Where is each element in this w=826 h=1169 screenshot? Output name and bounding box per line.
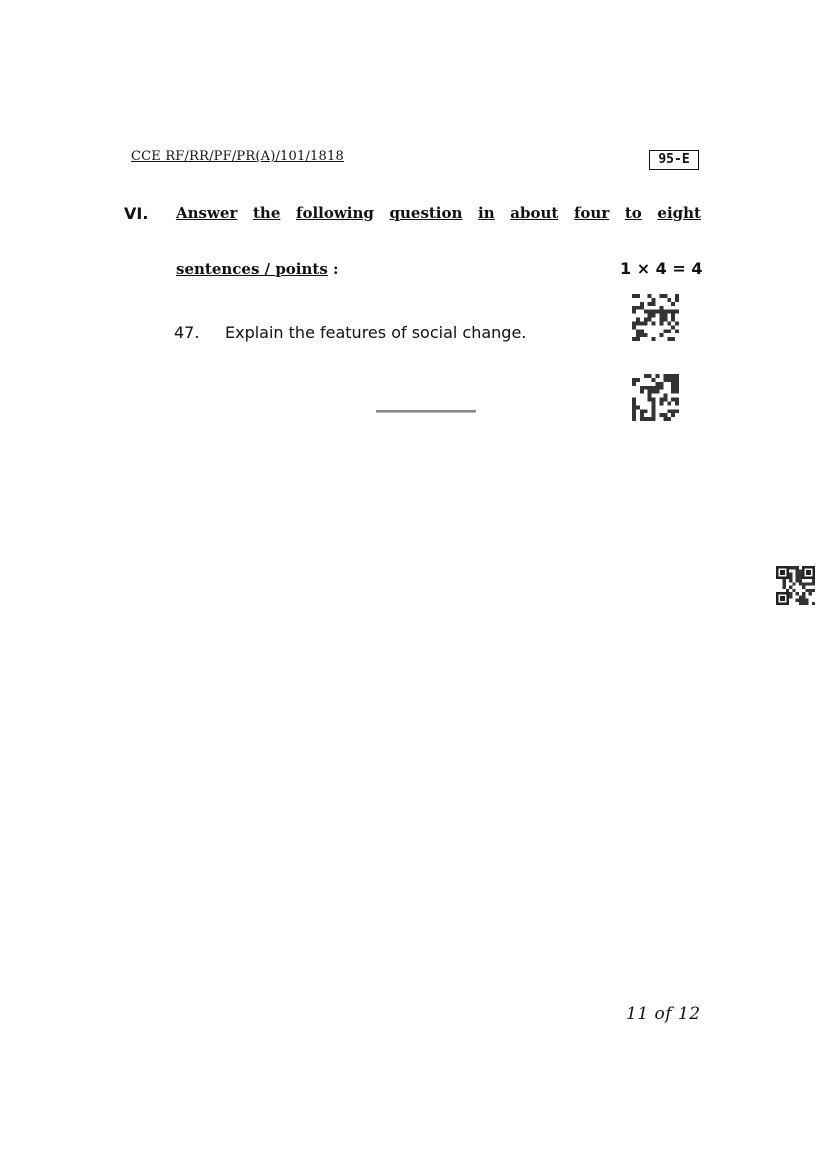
instruction-word: about (510, 204, 559, 222)
section-instruction-line2 (176, 260, 339, 278)
section-instruction-line1 (176, 204, 701, 222)
qr-code-icon (632, 294, 679, 341)
paper-code-box: 95-E (649, 150, 699, 170)
instruction-word: following (296, 204, 374, 222)
marks-allocation: 1 × 4 = 4 (620, 259, 703, 278)
exam-code: CCE RF/RR/PF/PR(A)/101/1818 (131, 149, 344, 164)
section-number: VI. (124, 204, 149, 223)
instruction-colon: : (327, 260, 339, 278)
instruction-word: to (624, 204, 642, 222)
instruction-word: four (573, 204, 610, 222)
instruction-word: in (478, 204, 495, 222)
instruction-word: question (389, 204, 463, 222)
question-number: 47. (174, 323, 200, 342)
instruction-word: Answer (176, 204, 238, 222)
end-of-paper-rule (376, 410, 476, 413)
instruction-underlined: sentences / points (176, 260, 328, 278)
page-number: 11 of 12 (626, 1004, 701, 1024)
question-text: Explain the features of social change. (225, 323, 527, 342)
qr-code-icon (632, 374, 679, 421)
qr-code-icon (776, 566, 815, 605)
instruction-word: eight (657, 204, 701, 222)
instruction-word: the (252, 204, 281, 222)
